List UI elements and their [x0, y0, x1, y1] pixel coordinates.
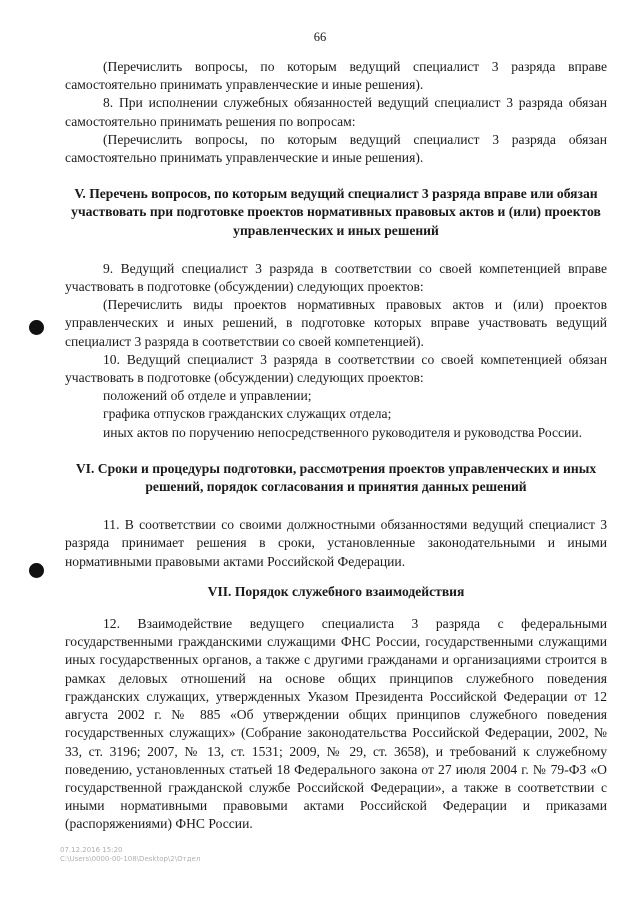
paragraph-9-note: (Перечислить виды проектов нормативных правовых актов и (или) проектов управленческих и иных решений, в подготовке которых вправе участвовать ведущий специалист 3 разряда в соответствии со своей компетенцией).: [65, 297, 607, 349]
section-7-heading: VII. Порядок служебного взаимодействия: [207, 583, 465, 599]
punch-hole-top: [29, 320, 44, 335]
paragraph-12: 12. Взаимодействие ведущего специалиста 3 разряда с федеральными государственными гражданскими служащими ФНС России, государственными служащими иных государственных органов, а также с другими гражданами и организациями строится в рамках деловых отношений на основе общих принципов служебного поведения гражданских служащих, утвержденных Указом Президента Российской Федерации от 12 августа 2002 г. № 885 «Об утверждении общих принципов служебного поведения государственных служащих» (Собрание законодательства Российской Федерации, 2002, № 33, ст. 3196; 2007, № 13, ст. 1531; 2009, № 29, ст. 3658), и требований к служебному поведению, установленных статьей 18 Федерального закона от 27 июля 2004 г. № 79-ФЗ «О государственной гражданской службе Российской Федерации», а также в соответствии с иными нормативными правовыми актами Российской Федерации и приказами (распоряжениями) ФНС России.: [65, 616, 607, 832]
paragraph-11: 11. В соответствии со своими должностными обязанностями ведущий специалист 3 разряда принимает решения в сроки, установленные законодательными и иными нормативными правовыми актами Российской Федерации.: [65, 517, 607, 569]
paragraph-10-item-1: положений об отделе и управлении;: [103, 388, 312, 404]
document-body: [65, 58, 607, 834]
paragraph-8-note: (Перечислить вопросы, по которым ведущий специалист 3 разряда обязан самостоятельно принимать управленческие и иные решения).: [65, 131, 607, 166]
paragraph-8: 8. При исполнении служебных обязанностей ведущий специалист 3 разряда обязан самостоятельно принимать решения по вопросам:: [65, 95, 607, 129]
paragraph-10: 10. Ведущий специалист 3 разряда в соответствии со своей компетенцией обязан участвовать в подготовке (обсуждении) следующих проектов:: [65, 351, 607, 386]
paragraph-10-item-2: графика отпусков гражданских служащих отдела;: [103, 406, 392, 422]
punch-hole-bottom: [29, 563, 44, 578]
file-path-footer: [60, 846, 200, 864]
paragraph-7-note: (Перечислить вопросы, по которым ведущий специалист 3 разряда вправе самостоятельно принимать управленческие и иные решения).: [65, 59, 607, 93]
paragraph-10-item-3: иных актов по поручению непосредственного руководителя и руководства России.: [103, 424, 583, 440]
footer-path: С:\Users\0000-00-108\Desktop\2\Отдел: [60, 855, 201, 863]
section-6-heading: VI. Сроки и процедуры подготовки, рассмотрения проектов управленческих и иных решений, порядок согласования и принятия данных решений: [75, 460, 597, 495]
section-5-heading: V. Перечень вопросов, по которым ведущий специалист 3 разряда вправе или обязан участвовать при подготовке проектов нормативных правовых актов и (или) проектов управленческих и иных решений: [71, 186, 601, 238]
paragraph-9: 9. Ведущий специалист 3 разряда в соответствии со своей компетенцией вправе участвовать в подготовке (обсуждении) следующих проектов:: [65, 260, 607, 295]
page-number: 66: [313, 30, 327, 44]
footer-timestamp: 07.12.2016 15:20: [60, 846, 123, 854]
